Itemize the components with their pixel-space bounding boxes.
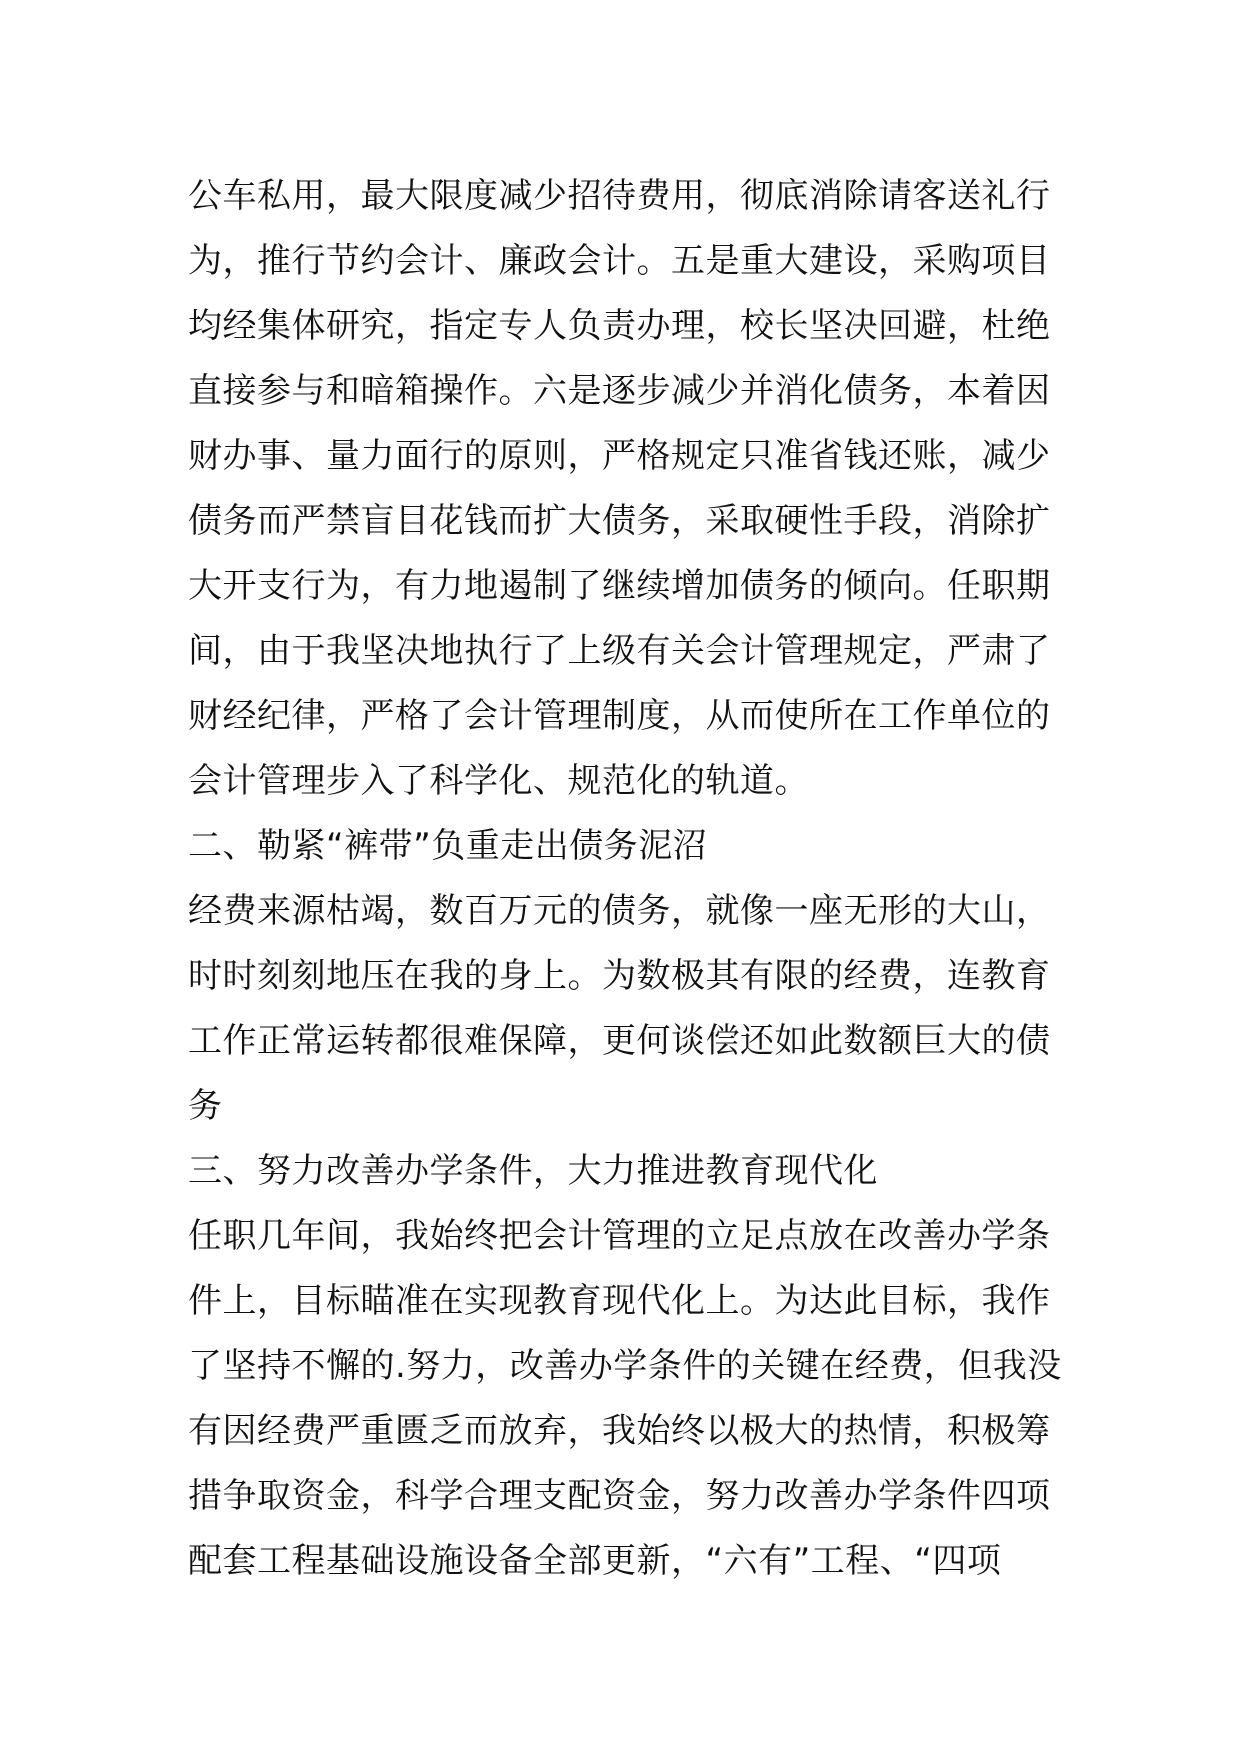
- text-line: 大开支行为，有力地遏制了继续增加债务的倾向。任职期: [188, 566, 1051, 606]
- text-line: 件上，目标瞄准在实现教育现代化上。为达此目标，我作: [188, 1281, 1051, 1321]
- text-line: 均经集体研究，指定专人负责办理，校长坚决回避，杜绝: [188, 306, 1051, 346]
- section-heading: 三、努力改善办学条件，大力推进教育现代化: [188, 1151, 878, 1191]
- text-line: 了坚持不懈的.努力，改善办学条件的关键在经费，但我没: [188, 1346, 1062, 1386]
- text-line: 间，由于我坚决地执行了上级有关会计管理规定，严肃了: [188, 631, 1051, 671]
- text-line: 工作正常运转都很难保障，更何谈偿还如此数额巨大的债: [188, 1021, 1051, 1061]
- text-line: 任职几年间，我始终把会计管理的立足点放在改善办学条: [188, 1216, 1051, 1256]
- section-heading: 二、勒紧“裤带”负重走出债务泥沼: [188, 826, 708, 866]
- text-line: 有因经费严重匮乏而放弃，我始终以极大的热情，积极筹: [188, 1411, 1051, 1451]
- text-line: 时时刻刻地压在我的身上。为数极其有限的经费，连教育: [188, 956, 1051, 996]
- text-line: 务: [188, 1086, 223, 1126]
- text-line: 债务而严禁盲目花钱而扩大债务，采取硬性手段，消除扩: [188, 501, 1051, 541]
- text-line: 财办事、量力面行的原则，严格规定只准省钱还账，减少: [188, 436, 1051, 476]
- text-line: 措争取资金，科学合理支配资金，努力改善办学条件四项: [188, 1476, 1051, 1516]
- text-line: 公车私用，最大限度减少招待费用，彻底消除请客送礼行: [188, 176, 1051, 216]
- text-line: 财经纪律，严格了会计管理制度，从而使所在工作单位的: [188, 696, 1051, 736]
- document-body: [188, 164, 1068, 1594]
- text-line: 配套工程基础设施设备全部更新，“六有”工程、“四项: [188, 1541, 1002, 1581]
- text-line: 会计管理步入了科学化、规范化的轨道。: [188, 761, 809, 801]
- text-line: 经费来源枯竭，数百万元的债务，就像一座无形的大山，: [188, 891, 1051, 931]
- text-line: 为，推行节约会计、廉政会计。五是重大建设，采购项目: [188, 241, 1051, 281]
- text-line: 直接参与和暗箱操作。六是逐步减少并消化债务，本着因: [188, 371, 1051, 411]
